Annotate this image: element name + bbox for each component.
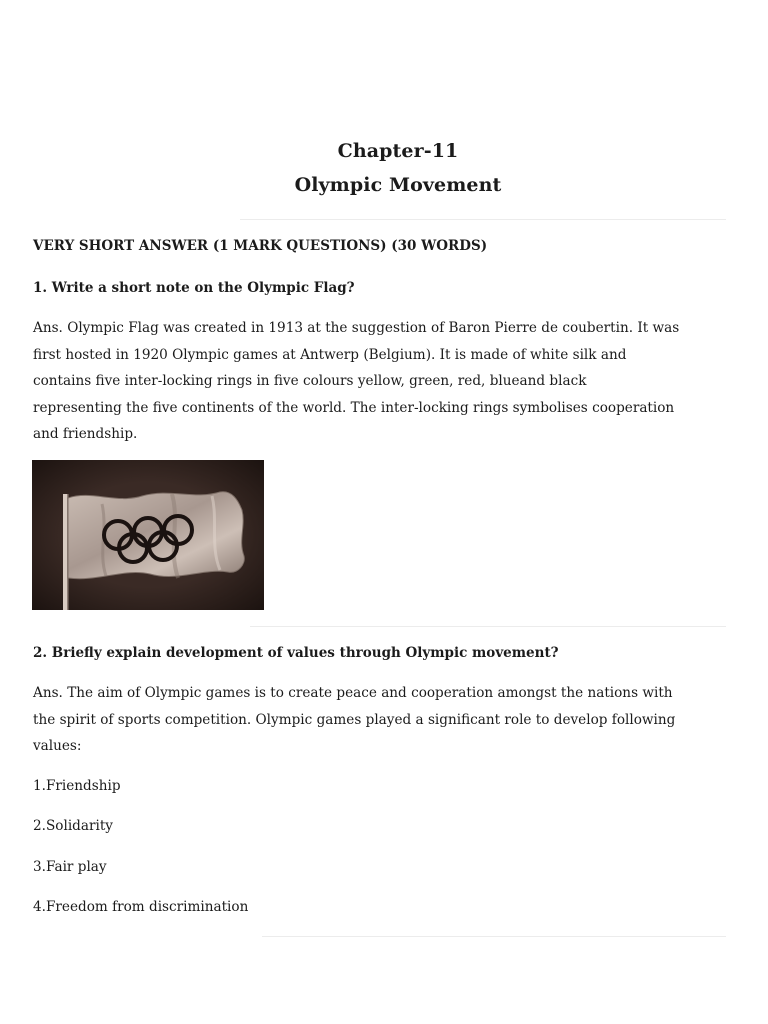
value-list-item: 1.Friendship [33,778,121,794]
olympic-flag-photo [32,460,264,610]
answer-1-line: representing the five continents of the world. The inter-locking rings symbolises cooperation [33,399,675,416]
divider [240,219,726,220]
answer-2-line: Ans. The aim of Olympic games is to create peace and cooperation amongst the nations with [33,685,673,701]
answer-1-line: first hosted in 1920 Olympic games at Antwerp (Belgium). It is made of white silk and [33,346,627,363]
page-title: Olympic Movement [294,174,502,196]
section-heading: VERY SHORT ANSWER (1 MARK QUESTIONS) (30 WORDS) [33,238,488,254]
answer-1-line: contains five inter-locking rings in five colours yellow, green, red, blueand black [33,373,587,389]
answer-2-line: values: [33,738,82,754]
question-2: 2. Briefly explain development of values through Olympic movement? [33,645,559,661]
answer-2 [33,680,733,760]
answer-2-line: the spirit of sports competition. Olympic games played a significant role to develop following [33,711,676,728]
chapter-heading: Chapter-11 [337,140,459,162]
divider [250,626,726,627]
value-list-item: 2.Solidarity [33,818,113,834]
value-list-item: 4.Freedom from discrimination [33,899,249,915]
divider [262,936,726,937]
value-list-item: 3.Fair play [33,859,107,875]
answer-1-line: Ans. Olympic Flag was created in 1913 at the suggestion of Baron Pierre de coubertin. It was [33,320,680,336]
answer-1 [33,315,733,448]
olympic-flag-image [32,460,264,610]
question-1: 1. Write a short note on the Olympic Flag? [33,280,355,296]
answer-1-line: and friendship. [33,426,138,442]
